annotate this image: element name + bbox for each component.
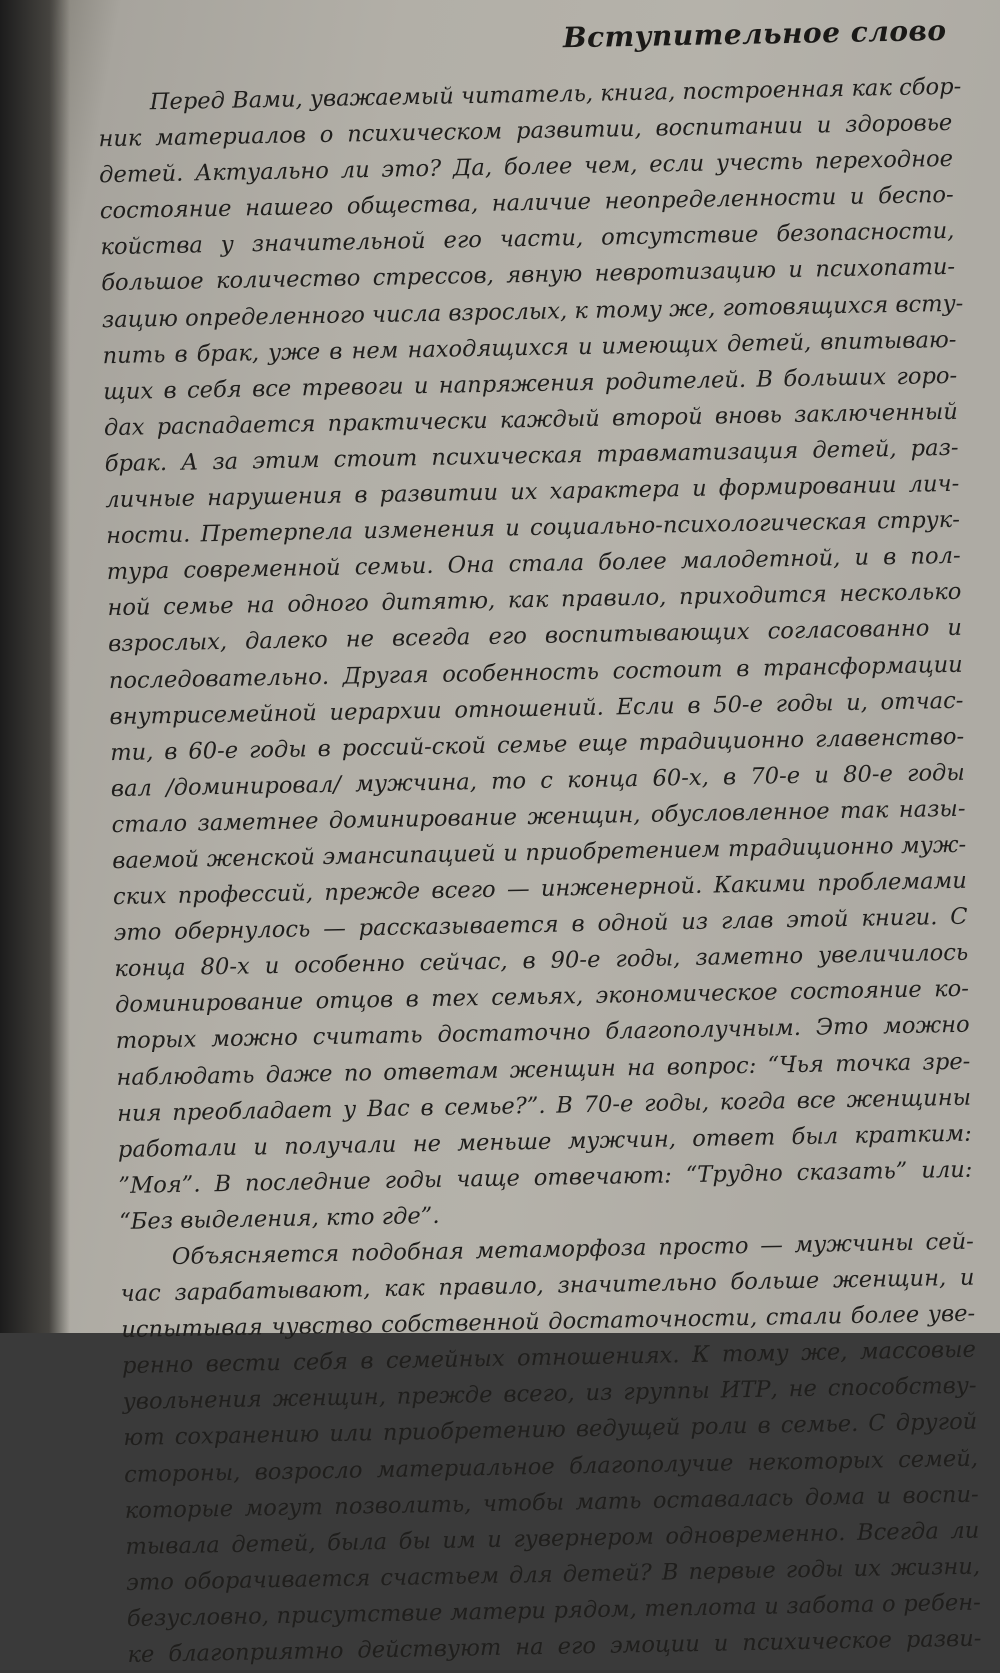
- text-line: ности. Претерпела изменения и социально-психологическая струк-: [105, 506, 961, 550]
- body-text: [97, 69, 987, 1673]
- text-line: наблюдать даже по ответам женщин на вопрос: “Чья точка зре-: [116, 1048, 971, 1091]
- text-line: личные нарушения в развитии их характера и формировании лич-: [105, 470, 960, 514]
- text-line: это оборачивается счастьем для детей? В первые годы их жизни,: [125, 1553, 981, 1596]
- text-line: последовательно. Другая особенность состоит в трансформации: [108, 651, 963, 694]
- text-line: увольнения женщин, прежде всего, из группы ИТР, не способству-: [122, 1372, 977, 1416]
- text-line: тура современной семьи. Она стала более малодетной, и в пол-: [106, 542, 961, 586]
- text-line: стороны, возросло материальное благополучие некоторых семей,: [123, 1445, 979, 1488]
- text-line: доминирование отцов в тех семьях, экономическое состояние ко-: [114, 976, 970, 1019]
- text-line: стало заметнее доминирование женщин, обусловленное так назы-: [111, 795, 966, 838]
- text-line: Перед Вами, уважаемый читатель, книга, построенная как сбор-: [149, 73, 962, 116]
- text-line: ренно вести себя в семейных отношениях. К тому же, массовые: [121, 1336, 977, 1380]
- text-line: “Без выделения, кто где”.: [118, 1202, 440, 1235]
- text-line: ник материалов о психическом развитии, воспитании и здоровье: [98, 109, 953, 153]
- text-line: зацию определенного числа взрослых, к тому же, готовящихся всту-: [101, 290, 964, 333]
- running-head: Вступительное слово: [562, 13, 947, 55]
- text-line: которые могут позволить, чтобы мать оставалась дома и воспи-: [124, 1481, 979, 1524]
- text-line: ваемой женской эмансипацией и приобретением традиционно муж-: [112, 831, 967, 875]
- text-line: состояние нашего общества, наличие неопределенности и беспо-: [99, 182, 954, 225]
- text-line: большое количество стрессов, явную невротизацию и психопати-: [100, 254, 956, 297]
- text-line: работали и получали не меньше мужчин, ответ был кратким:: [117, 1120, 972, 1163]
- text-line: торых можно считать достаточно благополучным. Это можно: [115, 1012, 970, 1055]
- text-line: конца 80-х и особенно сейчас, в 90-е годы, заметно увеличилось: [114, 939, 969, 983]
- text-line: тывала детей, была бы им и гувернером одновременно. Всегда ли: [125, 1517, 980, 1560]
- text-line: внутрисемейной иерархии отношений. Если в 50-е годы и, отчас-: [109, 687, 964, 730]
- text-line: койства у значительной его части, отсутствие безопасности,: [100, 218, 955, 261]
- text-line: это обернулось — рассказывается в одной из глав этой книги. С: [113, 903, 968, 947]
- text-line: вал /доминировал/ мужчина, то с конца 60-х, в 70-е и 80-е годы: [110, 759, 966, 802]
- text-line: детей. Актуально ли это? Да, более чем, если учесть переходное: [98, 146, 954, 189]
- text-line: час зарабатывают, как правило, значительно больше женщин, и: [120, 1264, 975, 1308]
- text-line: ке благоприятно действуют на его эмоции и психическое разви-: [127, 1625, 982, 1668]
- text-line: пить в брак, уже в нем находящихся и имеющих детей, впитываю-: [102, 326, 957, 369]
- text-line: ”Моя”. В последние годы чаще отвечают: “Трудно сказать” или:: [118, 1156, 973, 1199]
- page-gutter-shadow: [0, 0, 70, 1333]
- text-line: щих в себя все тревоги и напряжения родителей. В больших горо-: [103, 362, 958, 405]
- text-line: ют сохранению или приобретению ведущей роли в семье. С другой: [123, 1409, 978, 1452]
- text-line: брак. А за этим стоит психическая травматизация детей, раз-: [104, 434, 959, 478]
- text-line: Объясняется подобная метаморфоза просто — мужчины сей-: [171, 1228, 975, 1271]
- text-line: ной семье на одного дитятю, как правило, приходится несколько: [107, 579, 962, 622]
- text-line: дах распадается практически каждый второй вновь заключенный: [103, 398, 959, 442]
- text-line: безусловно, присутствие матери рядом, теплота и забота о ребен-: [126, 1589, 981, 1632]
- text-line: ния преобладает у Вас в семье?”. В 70-е годы, когда все женщины: [116, 1084, 972, 1127]
- book-page: [96, 0, 982, 1668]
- text-line: ских профессий, прежде всего — инженерной. Какими проблемами: [112, 867, 968, 911]
- text-line: взрослых, далеко не всегда его воспитывающих согласованно и: [107, 615, 963, 658]
- text-line: ти, в 60-е годы в россий-ской семье еще традиционно главенство-: [109, 723, 965, 766]
- text-line: испытывая чувство собственной достаточности, стали более уве-: [121, 1300, 976, 1344]
